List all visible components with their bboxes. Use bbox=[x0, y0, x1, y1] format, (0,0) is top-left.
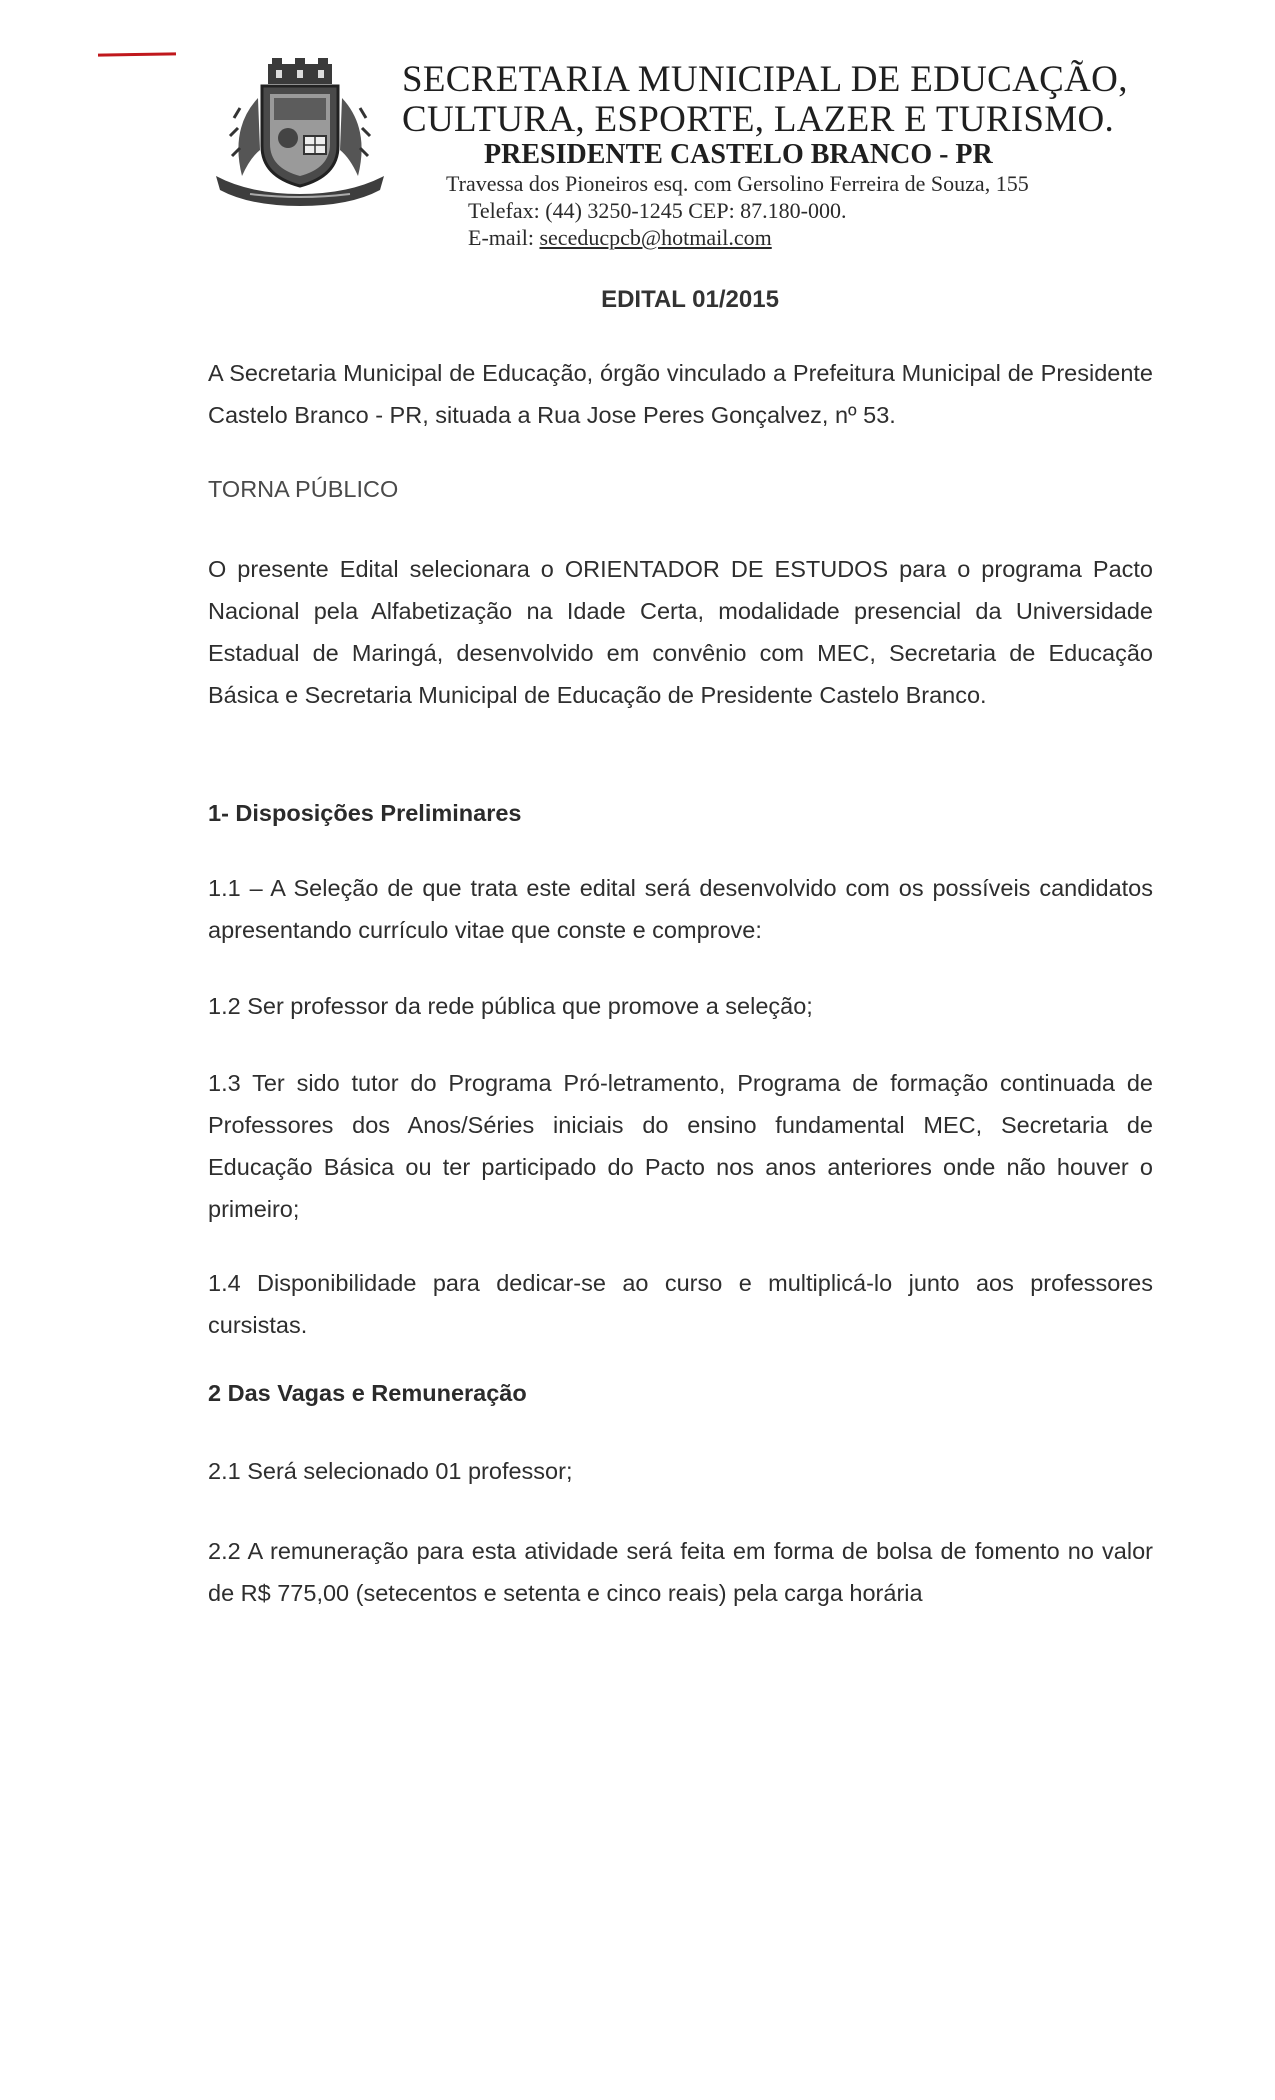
letterhead bbox=[402, 60, 1242, 251]
document-title: EDITAL 01/2015 bbox=[601, 286, 779, 313]
address: Travessa dos Pioneiros esq. com Gersolino Ferreira de Souza, 155 bbox=[446, 171, 1029, 196]
item-1-3: 1.3 Ter sido tutor do Programa Pró-letramento, Programa de formação continuada de Professores dos Anos/Séries iniciais do ensino fundamental MEC, Secretaria de Educação Básica ou ter participado do Pacto nos anos anteriores onde não houver o primeiro; bbox=[208, 1070, 1153, 1222]
email-address: seceducpcb@hotmail.com bbox=[539, 225, 772, 250]
section-2-heading: 2 Das Vagas e Remuneração bbox=[208, 1380, 527, 1406]
item-1-1: 1.1 – A Seleção de que trata este edital será desenvolvido com os possíveis candidatos apresentando currículo vitae que conste e comprove: bbox=[208, 875, 1153, 943]
municipality-name: PRESIDENTE CASTELO BRANCO - PR bbox=[484, 139, 993, 170]
item-2-1: 2.1 Será selecionado 01 professor; bbox=[208, 1458, 573, 1484]
item-2-2: 2.2 A remuneração para esta atividade será feita em forma de bolsa de fomento no valor de R$ 775,00 (setecentos e setenta e cinco reais) pela carga horária bbox=[208, 1538, 1153, 1606]
announcement: TORNA PÚBLICO bbox=[208, 476, 399, 502]
email-label: E-mail: bbox=[468, 225, 540, 250]
email-line bbox=[468, 224, 1242, 251]
municipal-coat-of-arms-icon bbox=[210, 58, 390, 208]
purpose-paragraph: O presente Edital selecionara o ORIENTADOR DE ESTUDOS para o programa Pacto Nacional pela Alfabetização na Idade Certa, modalidade presencial da Universidade Estadual de Maringá, desenvolvido em convênio com MEC, Secretaria de Educação Básica e Secretaria Municipal de Educação de Presidente Castelo Branco. bbox=[208, 556, 1153, 708]
institution-name-line1: SECRETARIA MUNICIPAL DE EDUCAÇÃO, bbox=[402, 59, 1128, 100]
phone-cep: Telefax: (44) 3250-1245 CEP: 87.180-000. bbox=[468, 198, 847, 223]
item-1-2: 1.2 Ser professor da rede pública que promove a seleção; bbox=[208, 993, 813, 1019]
intro-paragraph: A Secretaria Municipal de Educação, órgão vinculado a Prefeitura Municipal de Presidente Castelo Branco - PR, situada a Rua Jose Peres Gonçalvez, nº 53. bbox=[208, 360, 1153, 428]
section-1-heading: 1- Disposições Preliminares bbox=[208, 800, 522, 826]
institution-name-line2: CULTURA, ESPORTE, LAZER E TURISMO. bbox=[402, 99, 1115, 140]
item-1-4: 1.4 Disponibilidade para dedicar-se ao curso e multiplicá-lo junto aos professores cursistas. bbox=[208, 1270, 1153, 1338]
red-pen-mark bbox=[98, 52, 176, 56]
